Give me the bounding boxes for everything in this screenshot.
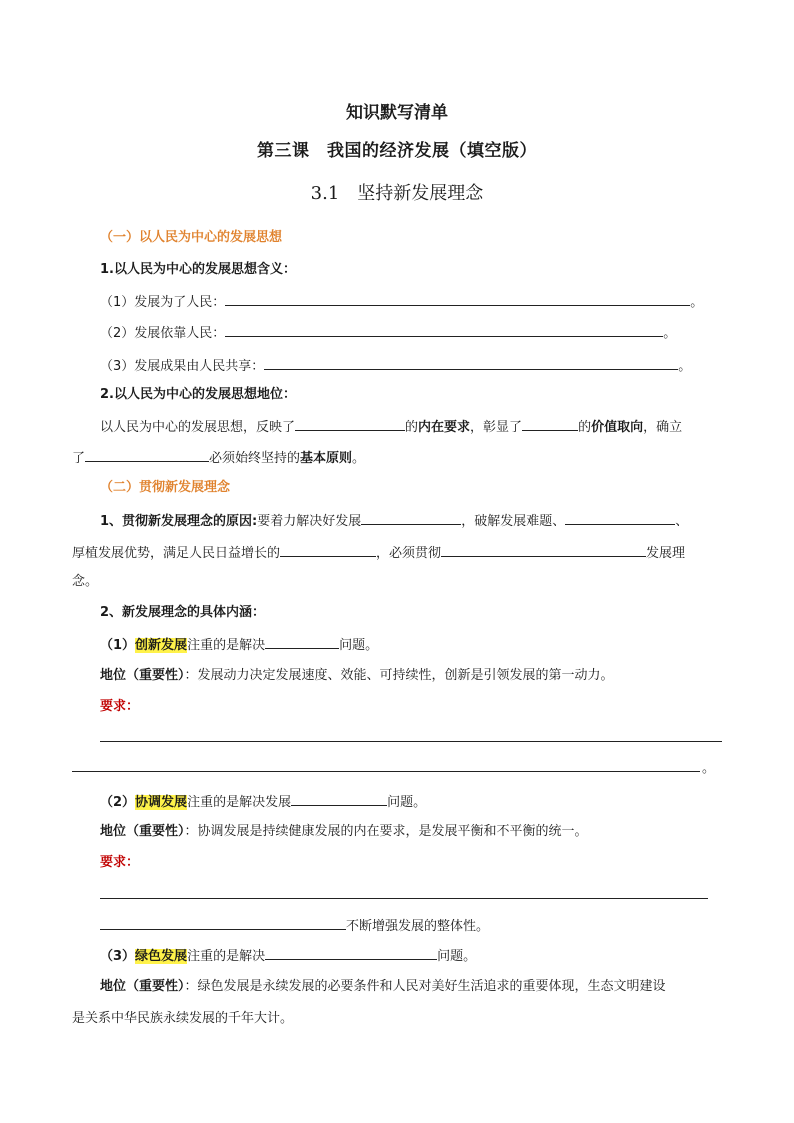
lesson-title: 第三课 我国的经济发展（填空版） [257, 141, 537, 161]
green-position-line1 [100, 978, 760, 996]
text: 了 [72, 451, 86, 466]
coordination-keyword: 协调发展 [135, 795, 188, 810]
text: 、 [675, 514, 689, 529]
innovation-keyword: 创新发展 [135, 638, 188, 653]
text: 注重的是解决 [187, 638, 266, 653]
item-1 [100, 292, 760, 312]
text: 厚植发展优势，满足人民日益增长的 [72, 546, 281, 561]
item-1-label: （1）发展为了人民： [100, 295, 226, 310]
reason-line2 [72, 543, 732, 563]
blank-field[interactable] [85, 448, 209, 462]
reason-line3: 念。 [72, 574, 99, 589]
text: 的 [578, 420, 592, 435]
period: 。 [690, 295, 704, 310]
text: 的 [405, 420, 419, 435]
item-number: （2） [100, 795, 136, 810]
text: ：发展动力决定发展速度、效能、可持续性，创新是引领发展的第一动力。 [184, 668, 614, 683]
part1-q1: 1.以人民为中心的发展思想含义： [100, 262, 296, 277]
period: 。 [702, 761, 716, 776]
part1-q2: 2.以人民为中心的发展思想地位： [100, 387, 296, 402]
keyword: 内在要求 [418, 420, 471, 435]
text: 不断增强发展的整体性。 [346, 919, 490, 934]
item-3 [100, 356, 760, 376]
green-keyword: 绿色发展 [135, 949, 188, 964]
part2-q2: 2、新发展理念的具体内涵： [100, 605, 266, 620]
green-line [100, 946, 760, 966]
blank-field[interactable] [522, 417, 578, 431]
text: 。 [352, 451, 366, 466]
blank-field[interactable] [295, 417, 405, 431]
item-2-label: （2）发展依靠人民： [100, 326, 226, 341]
text: ，必须贯彻 [376, 546, 442, 561]
reason-line1 [100, 511, 760, 531]
text: 问题。 [437, 949, 477, 964]
status-paragraph-line1 [100, 417, 760, 437]
coordination-line [100, 792, 760, 812]
blank-field[interactable] [291, 792, 387, 806]
item-number: （3） [100, 949, 136, 964]
keyword: 基本原则 [300, 451, 353, 466]
blank-field[interactable] [264, 356, 678, 370]
coordination-tail [100, 916, 760, 936]
coordination-requirement-label: 要求： [100, 855, 140, 870]
text: ：绿色发展是永续发展的必要条件和人民对美好生活追求的重要体现，生态文明建设 [184, 979, 666, 994]
blank-field[interactable] [225, 323, 663, 337]
text: ：协调发展是持续健康发展的内在要求，是发展平衡和不平衡的统一。 [184, 824, 588, 839]
innovation-requirement-label: 要求： [100, 699, 140, 714]
coordination-position [100, 823, 760, 841]
blank-field[interactable] [361, 511, 461, 525]
text: 问题。 [387, 795, 427, 810]
keyword: 价值取向 [591, 420, 644, 435]
text: ，彰显了 [470, 420, 523, 435]
section-title: 3.1 坚持新发展理念 [310, 183, 484, 204]
blank-field[interactable] [441, 543, 646, 557]
item-2 [100, 323, 760, 343]
blank-field[interactable] [265, 946, 437, 960]
position-label: 地位（重要性） [100, 668, 185, 683]
blank-field[interactable] [565, 511, 675, 525]
blank-field[interactable] [225, 292, 690, 306]
period: 。 [663, 326, 677, 341]
innovation-position [100, 667, 760, 685]
reason-label: 1、贯彻新发展理念的原因: [100, 514, 258, 529]
part1-heading: （一）以人民为中心的发展思想 [100, 230, 283, 245]
answer-line[interactable] [100, 898, 708, 899]
text: 注重的是解决 [187, 949, 266, 964]
position-label: 地位（重要性） [100, 979, 185, 994]
blank-field[interactable] [280, 543, 376, 557]
answer-line[interactable] [100, 741, 722, 742]
text: 注重的是解决发展 [187, 795, 292, 810]
status-paragraph-line2 [72, 448, 732, 468]
text: 必须始终坚持的 [209, 451, 301, 466]
blank-field[interactable] [100, 916, 346, 930]
text: ，确立 [643, 420, 683, 435]
item-number: （1） [100, 638, 136, 653]
innovation-line [100, 635, 760, 655]
text: 以人民为中心的发展思想，反映了 [100, 420, 296, 435]
position-label: 地位（重要性） [100, 824, 185, 839]
part2-heading: （二）贯彻新发展理念 [100, 480, 231, 495]
text: 要着力解决好发展 [257, 514, 362, 529]
text: 问题。 [339, 638, 379, 653]
green-position-line2: 是关系中华民族永续发展的千年大计。 [72, 1011, 294, 1026]
period: 。 [678, 359, 692, 374]
item-3-label: （3）发展成果由人民共享： [100, 359, 265, 374]
answer-line[interactable] [72, 771, 700, 772]
text: 发展理 [646, 546, 686, 561]
blank-field[interactable] [265, 635, 339, 649]
text: ，破解发展难题、 [461, 514, 566, 529]
page-title: 知识默写清单 [346, 103, 448, 123]
